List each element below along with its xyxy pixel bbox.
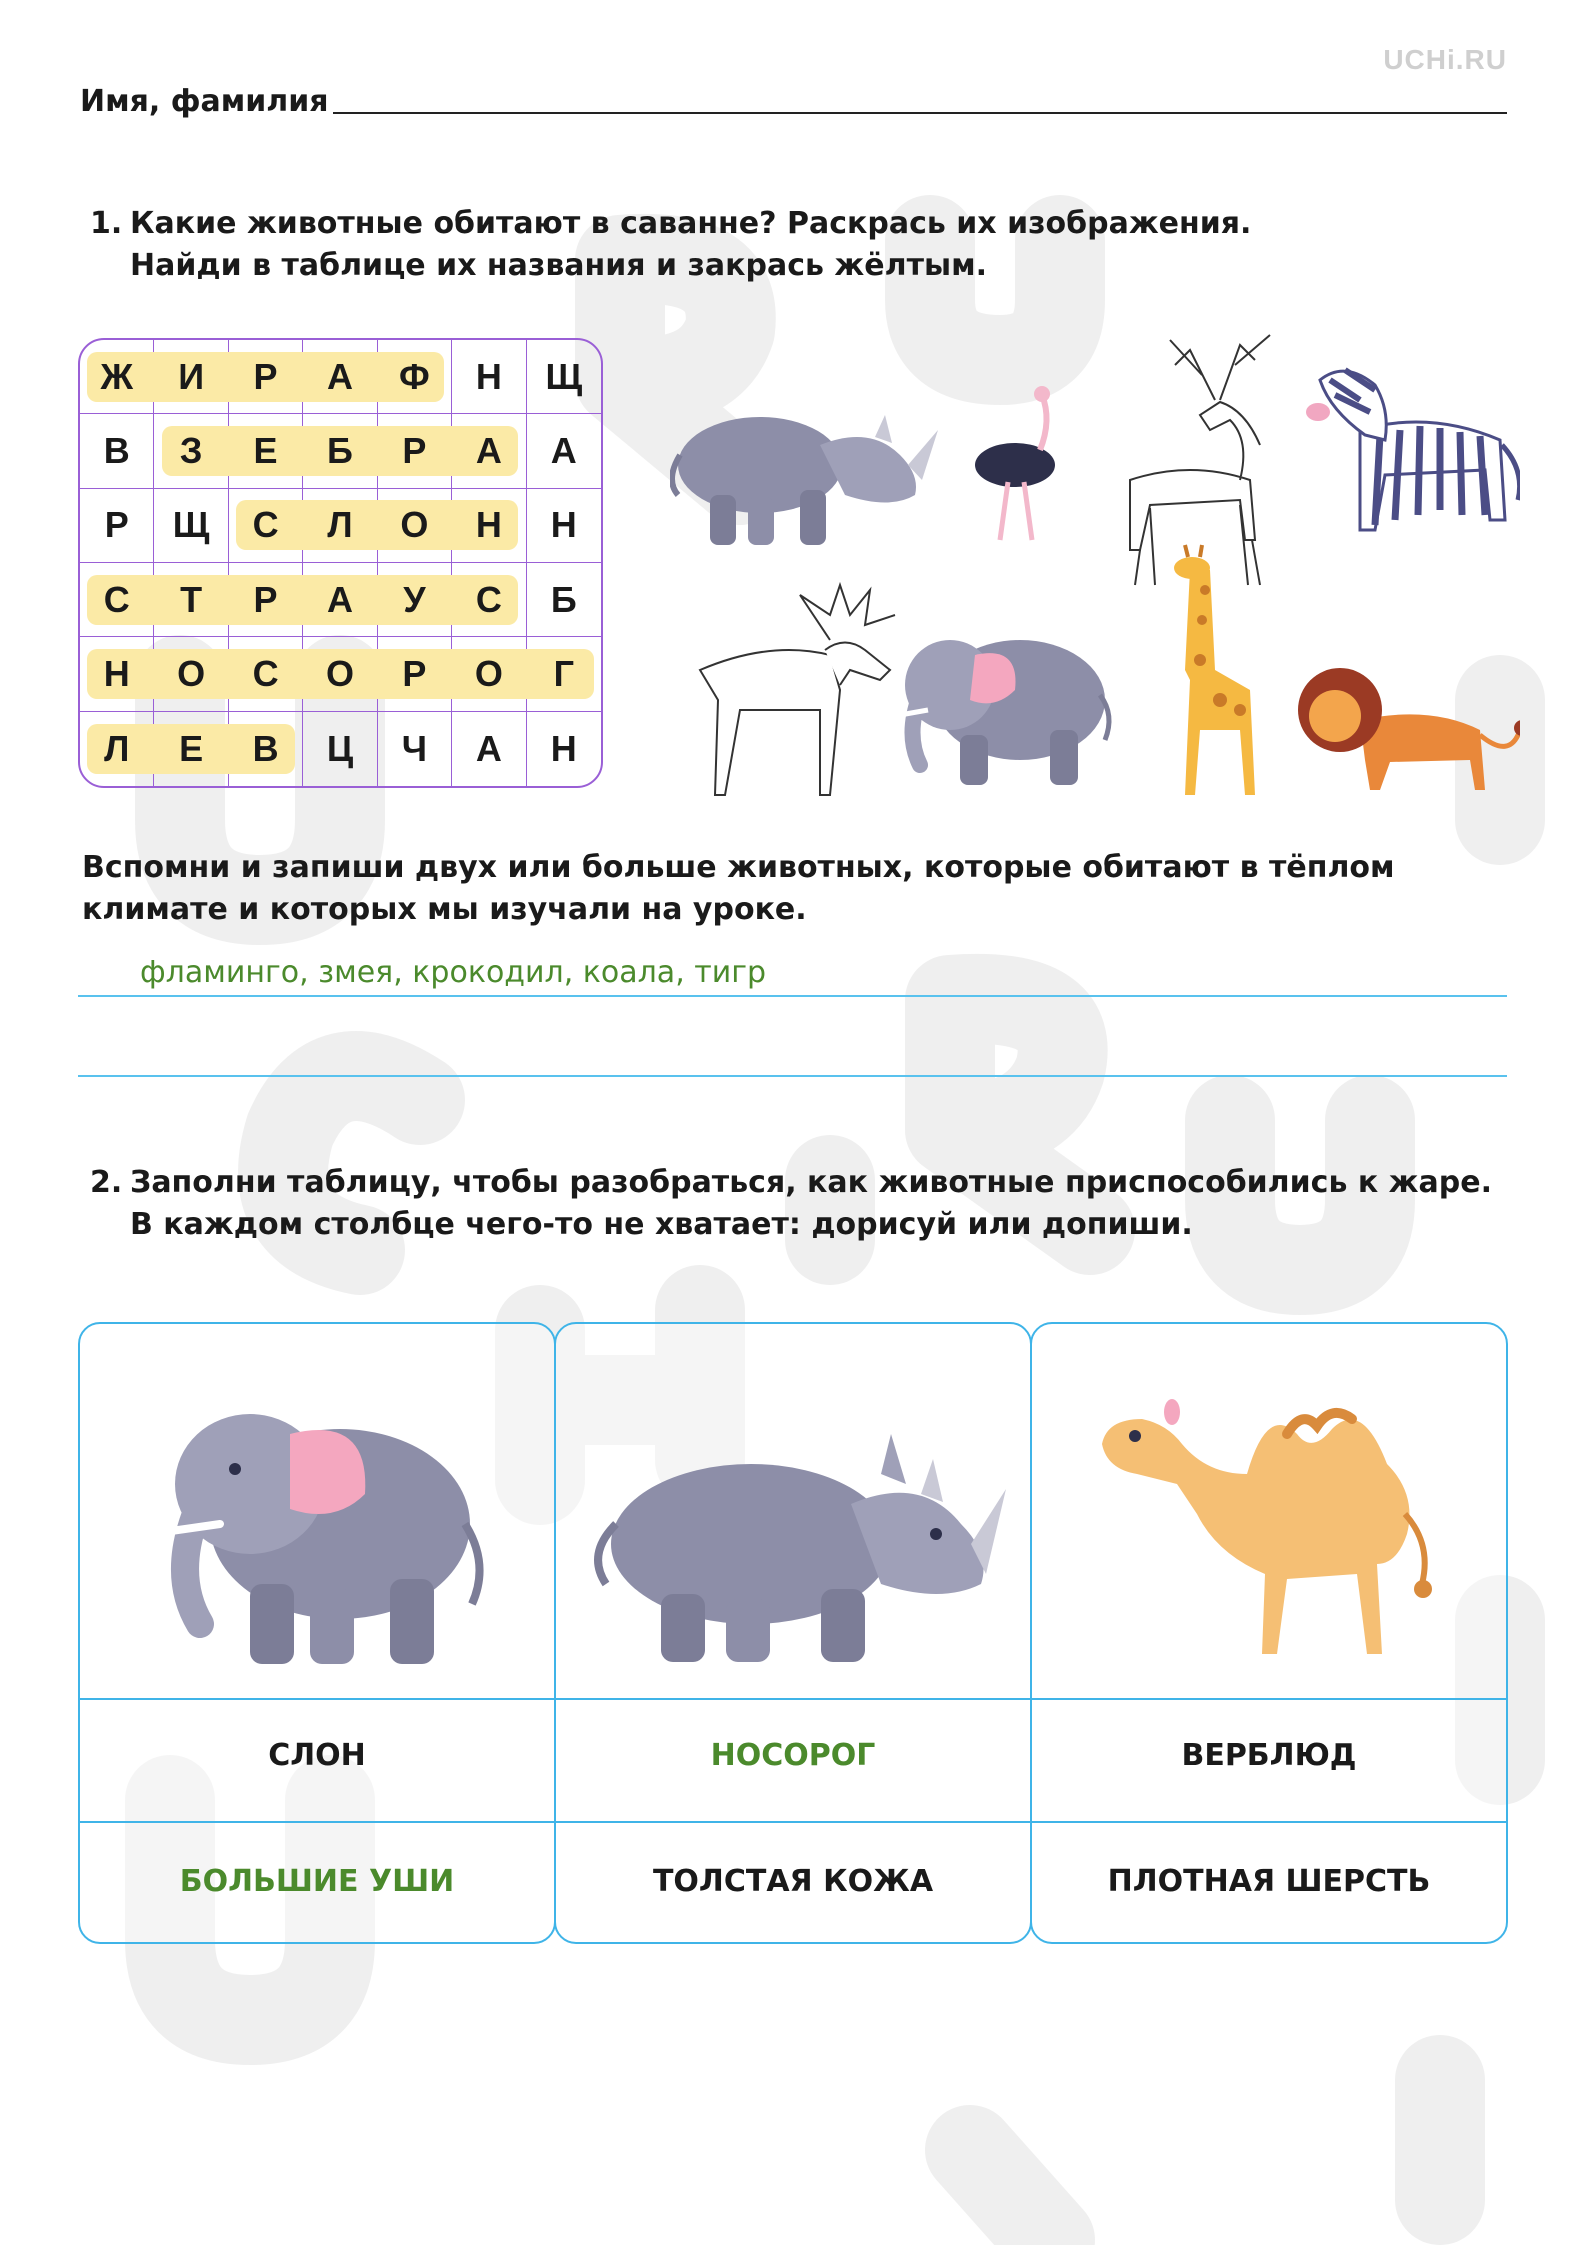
grid-letter: Р [253, 578, 278, 620]
grid-cell[interactable] [80, 489, 154, 563]
grid-cell[interactable] [80, 414, 154, 488]
grid-cell[interactable] [229, 340, 303, 414]
rhinoceros-icon[interactable] [672, 415, 938, 545]
brand-logo: UCHi.RU [1383, 44, 1507, 75]
grid-cell[interactable] [452, 563, 526, 637]
grid-cell[interactable] [378, 637, 452, 711]
task1-heading [90, 203, 1490, 293]
row-divider [1032, 1821, 1506, 1823]
grid-letter: Е [253, 429, 278, 471]
grid-letter: Ц [326, 727, 354, 769]
grid-cell[interactable] [303, 414, 377, 488]
table-column-elephant [78, 1322, 556, 1944]
grid-cell[interactable] [303, 563, 377, 637]
row-divider [80, 1698, 554, 1700]
row-divider [1032, 1698, 1506, 1700]
grid-letter: С [103, 578, 130, 620]
grid-letter: Л [104, 727, 130, 769]
grid-letter: Ч [401, 727, 428, 769]
animal-name-elephant: СЛОН [268, 1738, 366, 1773]
grid-letter: Р [402, 429, 427, 471]
row-divider [80, 1821, 554, 1823]
grid-cell[interactable] [229, 414, 303, 488]
grid-cell[interactable] [80, 637, 154, 711]
grid-cell[interactable] [527, 712, 601, 786]
table-column-rhinoceros [554, 1322, 1032, 1944]
grid-letter: Н [475, 504, 502, 546]
grid-cell[interactable] [452, 489, 526, 563]
grid-letter: В [252, 727, 279, 769]
answer-line-2[interactable] [78, 1075, 1507, 1077]
grid-letter: Р [402, 652, 427, 694]
grid-letter: З [179, 429, 203, 471]
grid-letter: Н [550, 504, 577, 546]
grid-cell[interactable] [303, 340, 377, 414]
task1-line1: Какие животные обитают в саванне? Раскрась их изображения. [130, 206, 1252, 241]
grid-letter: Е [179, 727, 204, 769]
grid-letter: Н [103, 652, 130, 694]
feature-rhinoceros: ТОЛСТАЯ КОЖА [652, 1864, 934, 1899]
name-label: Имя, фамилия [80, 84, 329, 119]
task1-line2: Найди в таблице их названия и закрась жёлтым. [130, 248, 988, 283]
grid-cell[interactable] [154, 712, 228, 786]
grid-letter: Н [550, 727, 577, 769]
grid-cell[interactable] [527, 340, 601, 414]
grid-cell[interactable] [452, 340, 526, 414]
grid-letter: А [326, 578, 353, 620]
answer-text[interactable]: фламинго, змея, крокодил, коала, тигр [140, 955, 767, 990]
row-divider [556, 1698, 1030, 1700]
grid-cell[interactable] [80, 563, 154, 637]
grid-letter: А [475, 727, 502, 769]
elephant-icon[interactable] [900, 640, 1109, 785]
grid-letter: О [325, 652, 354, 694]
giraffe-icon[interactable] [1174, 545, 1255, 795]
grid-letter: В [103, 429, 130, 471]
grid-letter: О [177, 652, 206, 694]
grid-cell[interactable] [154, 414, 228, 488]
grid-cell[interactable] [527, 489, 601, 563]
grid-letter: Ж [100, 355, 133, 397]
grid-letter: Г [553, 652, 574, 694]
grid-cell[interactable] [378, 489, 452, 563]
ostrich-icon[interactable] [975, 386, 1055, 540]
grid-letter: Б [550, 578, 577, 620]
grid-cell[interactable] [80, 340, 154, 414]
grid-letter: А [326, 355, 353, 397]
moose-outline-icon[interactable] [700, 585, 895, 795]
adaptation-table [78, 1322, 1508, 1944]
grid-cell[interactable] [229, 712, 303, 786]
camel-icon [1087, 1364, 1467, 1674]
grid-cell[interactable] [229, 637, 303, 711]
grid-letter: С [475, 578, 502, 620]
rhinoceros-icon [581, 1414, 1011, 1664]
grid-cell[interactable] [154, 637, 228, 711]
animal-name-camel: ВЕРБЛЮД [1181, 1738, 1357, 1773]
grid-letter: Б [327, 429, 353, 471]
grid-letter: А [475, 429, 502, 471]
grid-letter: О [400, 504, 429, 546]
grid-cell[interactable] [229, 489, 303, 563]
word-search-grid[interactable] [78, 338, 603, 788]
prompt-line1: Вспомни и запиши двух или больше животных, которые обитают в тёплом [82, 850, 1395, 885]
task2-heading [90, 1162, 1510, 1252]
grid-letter: С [252, 652, 279, 694]
grid-cell[interactable] [452, 712, 526, 786]
answer-line-1[interactable] [78, 995, 1507, 997]
grid-letter: Р [253, 355, 278, 397]
grid-cell[interactable] [154, 563, 228, 637]
task2-line1: Заполни таблицу, чтобы разобраться, как животные приспособились к жаре. [130, 1165, 1492, 1200]
grid-cell[interactable] [378, 340, 452, 414]
lion-icon[interactable] [1298, 668, 1520, 790]
grid-cell[interactable] [527, 414, 601, 488]
grid-letter: Н [475, 355, 502, 397]
task1-number: 1. [90, 206, 123, 241]
grid-cell[interactable] [229, 563, 303, 637]
animal-name-rhinoceros[interactable]: НОСОРОГ [710, 1738, 876, 1773]
grid-cell[interactable] [527, 563, 601, 637]
savanna-animals [670, 330, 1520, 800]
grid-letter: О [474, 652, 503, 694]
feature-camel: ПЛОТНАЯ ШЕРСТЬ [1107, 1864, 1431, 1899]
grid-letter: А [550, 429, 577, 471]
grid-letter: С [252, 504, 279, 546]
elephant-icon [140, 1374, 500, 1674]
grid-letter: Ф [399, 355, 430, 397]
grid-cell[interactable] [303, 637, 377, 711]
name-input-line[interactable] [333, 112, 1507, 114]
grid-cell[interactable] [303, 712, 377, 786]
grid-cell[interactable] [378, 414, 452, 488]
grid-cell[interactable] [154, 340, 228, 414]
grid-cell[interactable] [452, 414, 526, 488]
grid-letter: Т [180, 578, 203, 620]
task2-line2: В каждом столбце чего-то не хватает: дорисуй или допиши. [130, 1207, 1193, 1242]
grid-cell[interactable] [80, 712, 154, 786]
table-column-camel [1030, 1322, 1508, 1944]
grid-cell[interactable] [154, 489, 228, 563]
grid-letter: Щ [172, 504, 210, 546]
grid-cell[interactable] [303, 489, 377, 563]
prompt-line2: климате и которых мы изучали на уроке. [82, 892, 807, 927]
grid-cell[interactable] [378, 712, 452, 786]
grid-letter: У [403, 578, 426, 620]
zebra-icon[interactable] [1306, 370, 1520, 530]
grid-letter: Р [104, 504, 129, 546]
feature-elephant[interactable]: БОЛЬШИЕ УШИ [179, 1864, 455, 1899]
grid-letter: И [178, 355, 205, 397]
grid-cell[interactable] [452, 637, 526, 711]
grid-cell[interactable] [378, 563, 452, 637]
task2-number: 2. [90, 1165, 123, 1200]
grid-letter: Л [327, 504, 353, 546]
grid-cell[interactable] [527, 637, 601, 711]
task1-prompt [82, 847, 1395, 931]
grid-letter: Щ [545, 355, 583, 397]
row-divider [556, 1821, 1030, 1823]
